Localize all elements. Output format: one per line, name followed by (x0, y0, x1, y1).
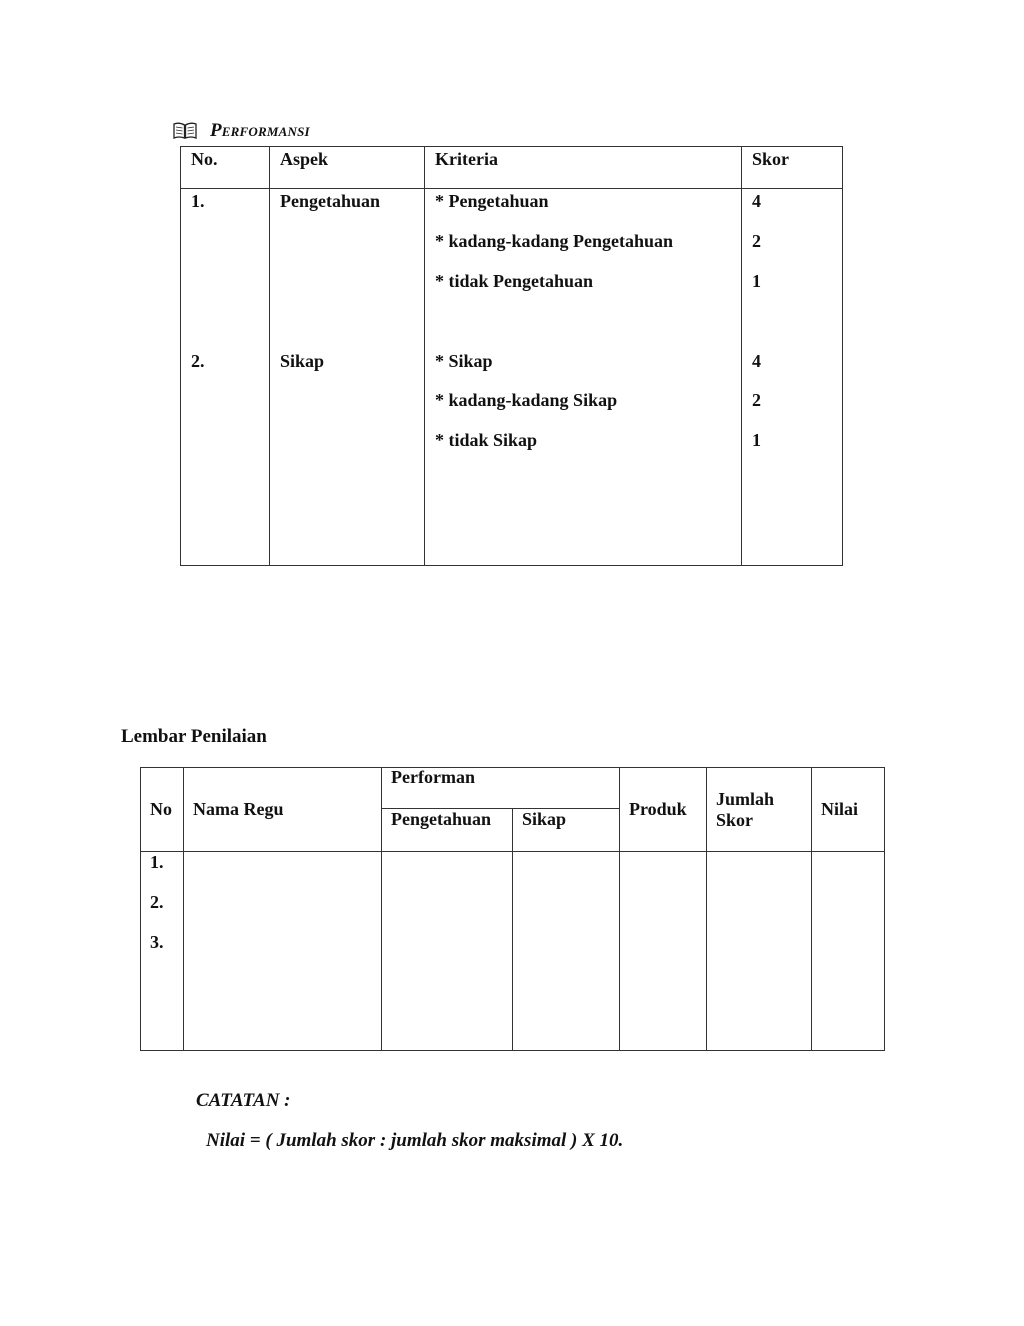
row-number: 1. (191, 191, 205, 211)
assessment-table (140, 767, 885, 1051)
nilai-cell[interactable] (812, 852, 885, 1051)
header-cell-no: No. (181, 147, 270, 189)
aspek-label: Pengetahuan (280, 191, 381, 211)
kriteria-column (425, 189, 742, 566)
section-heading (172, 120, 310, 142)
header-cell-skor: Skor (742, 147, 843, 189)
header-cell-produk: Produk (620, 768, 707, 852)
header-cell-nilai: Nilai (812, 768, 885, 852)
sikap-cell[interactable] (513, 852, 620, 1051)
header-cell-aspek: Aspek (270, 147, 425, 189)
header-cell-sikap: Sikap (513, 809, 620, 852)
header-cell-no: No (141, 768, 184, 852)
header-cell-nama-regu: Nama Regu (184, 768, 382, 852)
criteria-item: * Pengetahuan (435, 191, 549, 211)
produk-cell[interactable] (620, 852, 707, 1051)
pengetahuan-cell[interactable] (382, 852, 513, 1051)
section-title: Performansi (210, 120, 310, 141)
score-value: 1 (752, 430, 761, 450)
nama-regu-cell[interactable] (184, 852, 382, 1051)
header-cell-kriteria: Kriteria (425, 147, 742, 189)
aspek-label: Sikap (280, 351, 325, 371)
assessment-sheet-title: Lembar Penilaian (121, 726, 267, 747)
score-value: 1 (752, 271, 761, 291)
score-value: 4 (752, 191, 761, 211)
notes-formula: Nilai = ( Jumlah skor : jumlah skor maksimal ) X 10. (206, 1130, 624, 1151)
score-value: 2 (752, 390, 761, 410)
row-number: 3. (150, 932, 164, 952)
criteria-item: * kadang-kadang Pengetahuan (435, 231, 674, 251)
no-column (181, 189, 270, 566)
row-number: 2. (150, 892, 164, 912)
score-value: 4 (752, 351, 761, 371)
aspek-column (270, 189, 425, 566)
table-body-row (141, 852, 885, 1051)
header-cell-performan: Performan (382, 768, 620, 809)
header-cell-pengetahuan: Pengetahuan (382, 809, 513, 852)
header-cell-jumlah-skor: Jumlah Skor (707, 768, 812, 852)
skor-column (742, 189, 843, 566)
criteria-table (180, 146, 843, 566)
row-number: 1. (150, 852, 164, 872)
row-numbers-column (141, 852, 184, 1051)
open-book-icon (172, 121, 198, 141)
table-header-row (181, 147, 843, 189)
criteria-item: * Sikap (435, 351, 493, 371)
table-header-row (141, 768, 885, 809)
criteria-item: * tidak Sikap (435, 430, 538, 450)
jumlah-skor-cell[interactable] (707, 852, 812, 1051)
row-number: 2. (191, 351, 205, 371)
notes-label: CATATAN : (196, 1090, 291, 1111)
table-body-row (181, 189, 843, 566)
score-value: 2 (752, 231, 761, 251)
criteria-item: * kadang-kadang Sikap (435, 390, 618, 410)
criteria-item: * tidak Pengetahuan (435, 271, 594, 291)
